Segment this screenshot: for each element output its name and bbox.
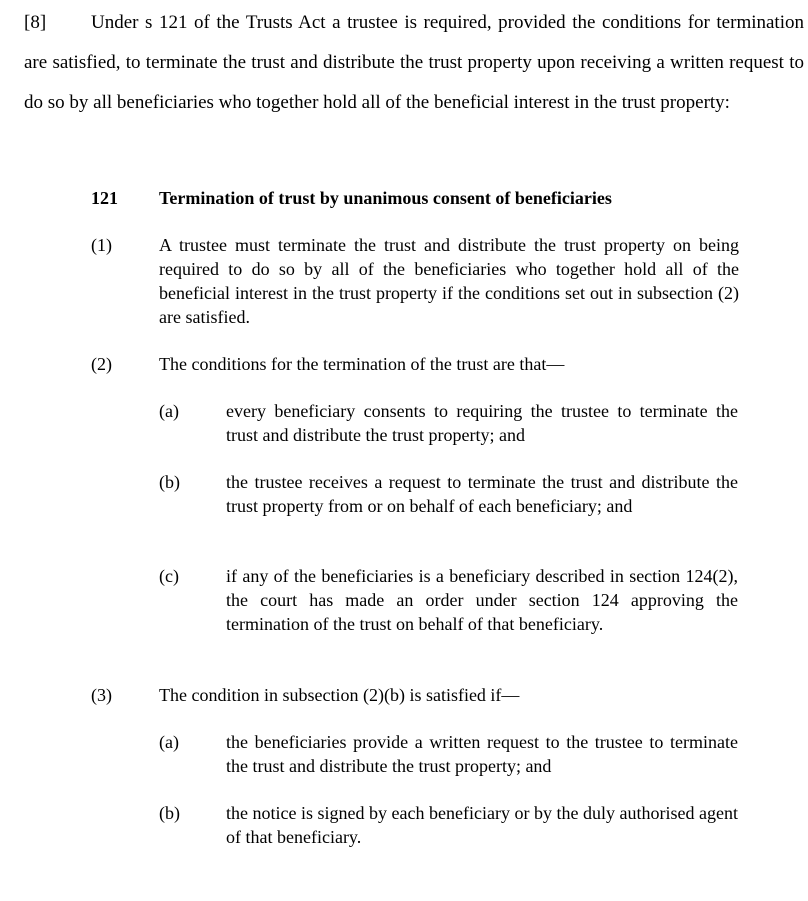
subsection-number: (2) (91, 354, 112, 374)
section-heading: Termination of trust by unanimous consent of beneficiaries (159, 188, 612, 208)
item-label: (b) (159, 803, 180, 823)
section-number: 121 (91, 188, 118, 208)
subsection-text: A trustee must terminate the trust and distribute the trust property on being required to do so by all of the beneficiaries who together hold all of the beneficial interest in the trust property if the conditions set out in subsection (2) are satisfied. (159, 235, 739, 327)
item-label: (a) (159, 732, 179, 752)
judgment-paragraph (24, 3, 804, 123)
paragraph-text: Under s 121 of the Trusts Act a trustee is required, provided the conditions for termination are satisfied, to terminate the trust and distribute the trust property upon receiving a written request to do so by all beneficiaries who together hold all of the beneficial interest in the trust property: (24, 12, 804, 113)
item-label: (a) (159, 401, 179, 421)
item-text: every beneficiary consents to requiring the trustee to terminate the trust and distribute the trust property; and (226, 401, 738, 445)
subsection-text: The conditions for the termination of the trust are that— (159, 354, 565, 374)
item-label: (b) (159, 472, 180, 492)
item-text: the beneficiaries provide a written request to the trustee to terminate the trust and distribute the trust property; and (226, 732, 738, 776)
item-label: (c) (159, 566, 179, 586)
item-text: the notice is signed by each beneficiary or by the duly authorised agent of that beneficiary. (226, 803, 738, 847)
item-text: if any of the beneficiaries is a beneficiary described in section 124(2), the court has made an order under section 124 approving the termination of the trust on behalf of that beneficiary. (226, 566, 738, 634)
paragraph-number: [8] (24, 12, 47, 33)
subsection-number: (3) (91, 685, 112, 705)
item-text: the trustee receives a request to terminate the trust and distribute the trust property from or on behalf of each beneficiary; and (226, 472, 738, 516)
subsection-text: The condition in subsection (2)(b) is satisfied if— (159, 685, 520, 705)
subsection-number: (1) (91, 235, 112, 255)
